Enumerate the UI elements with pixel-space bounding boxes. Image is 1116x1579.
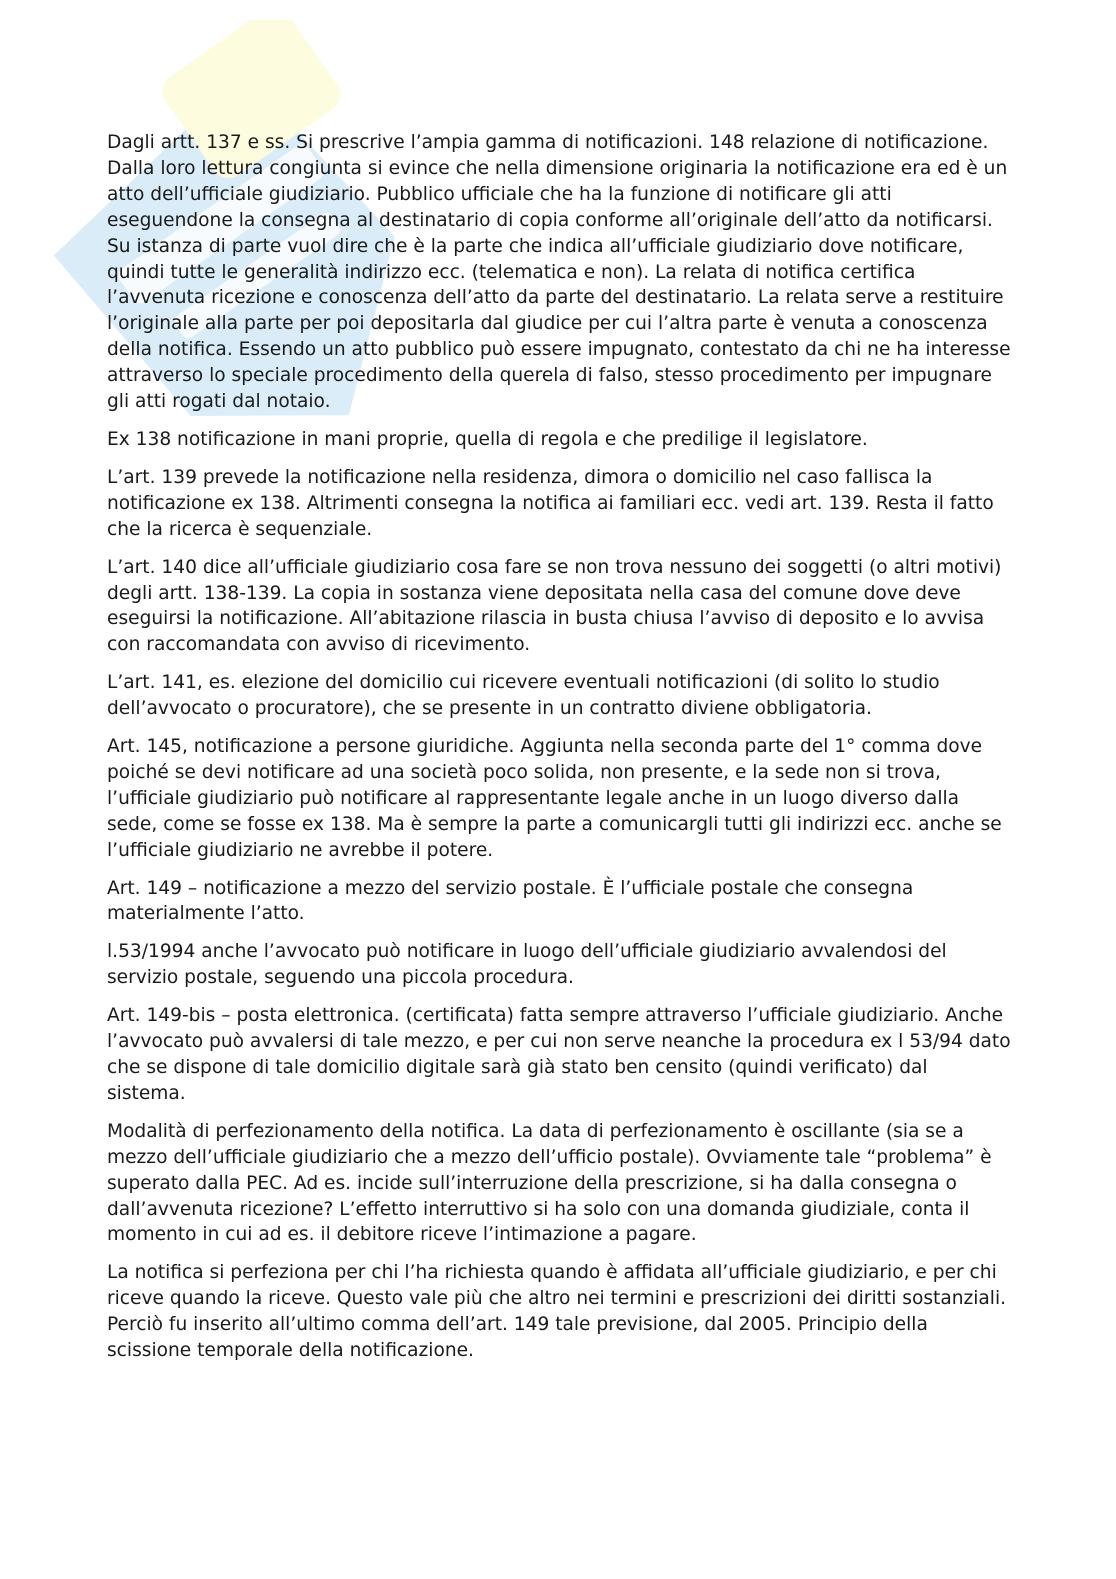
paragraph-art-138: Ex 138 notificazione in mani proprie, quella di regola e che predilige il legislatore. [107, 428, 868, 450]
paragraph-law-53-1994: l.53/1994 anche l’avvocato può notificare in luogo dell’ufficiale giudiziario avvalendosi del servizio postale, seguendo una piccola procedura. [107, 941, 947, 989]
paragraph-art-149: Art. 149 – notificazione a mezzo del servizio postale. È l’ufficiale postale che consegna materialmente l’atto. [107, 877, 914, 925]
document-body [107, 130, 1012, 1376]
paragraph-notifications-intro: Dagli artt. 137 e ss. Si prescrive l’ampia gamma di notificazioni. 148 relazione di notificazione. Dalla loro lettura congiunta si evince che nella dimensione originaria la notificazione era ed è un atto dell’ufficiale giudiziario. Pubblico ufficiale che ha la funzione di notificare gli atti eseguendone la consegna al destinatario di copia conforme all’originale dell’atto da notificarsi. Su istanza di parte vuol dire che è la parte che indica all’ufficiale giudiziario dove notificare, quindi tutte le generalità indirizzo ecc. (telematica e non). La relata di notifica certifica l’avvenuta ricezione e conoscenza dell’atto da parte del destinatario. La relata serve a restituire l’originale alla parte per poi depositarla dal giudice per cui l’altra parte è venuta a conoscenza della notifica. Essendo un atto pubblico può essere impugnato, contestato da chi ne ha interesse attraverso lo speciale procedimento della querela di falso, stesso procedimento per impugnare gli atti rogati dal notaio. [107, 132, 1011, 413]
paragraph-art-140: L’art. 140 dice all’ufficiale giudiziario cosa fare se non trova nessuno dei soggetti (o altri motivi) degli artt. 138-139. La copia in sostanza viene depositata nella casa del comune dove deve eseguirsi la notificazione. All’abitazione rilascia in busta chiusa l’avviso di deposito e lo avvisa con raccomandata con avviso di ricevimento. [107, 556, 1002, 656]
paragraph-art-139: L’art. 139 prevede la notificazione nella residenza, dimora o domicilio nel caso fallisca la notificazione ex 138. Altrimenti consegna la notifica ai familiari ecc. vedi art. 139. Resta il fatto che la ricerca è sequenziale. [107, 466, 994, 540]
paragraph-scissione-temporale: La notifica si perfeziona per chi l’ha richiesta quando è affidata all’ufficiale giudiziario, e per chi riceve quando la riceve. Questo vale più che altro nei termini e prescrizioni dei diritti sostanziali. Perciò fu inserito all’ultimo comma dell’art. 149 tale previsione, dal 2005. Principio della scissione temporale della notificazione. [107, 1262, 1007, 1362]
paragraph-art-149-bis: Art. 149-bis – posta elettronica. (certificata) fatta sempre attraverso l’ufficiale giudiziario. Anche l’avvocato può avvalersi di tale mezzo, e per cui non serve neanche la procedura ex l 53/94 dato che se dispone di tale domicilio digitale sarà già stato ben censito (quindi verificato) dal sistema. [107, 1005, 1011, 1104]
paragraph-perfezionamento: Modalità di perfezionamento della notifica. La data di perfezionamento è oscillante (sia se a mezzo dell’ufficiale giudiziario che a mezzo dell’ufficio postale). Ovviamente tale “problema” è superato dalla PEC. Ad es. incide sull’interruzione della prescrizione, si ha dalla consegna o dall’avvenuta ricezione? L’effetto interruttivo si ha solo con una domanda giudiziale, conta il momento in cui ad es. il debitore riceve l’intimazione a pagare. [107, 1120, 992, 1246]
paragraph-art-141: L’art. 141, es. elezione del domicilio cui ricevere eventuali notificazioni (di solito lo studio dell’avvocato o procuratore), che se presente in un contratto diviene obbligatoria. [107, 672, 940, 720]
paragraph-art-145: Art. 145, notificazione a persone giuridiche. Aggiunta nella seconda parte del 1° comma dove poiché se devi notificare ad una società poco solida, non presente, e la sede non si trova, l’ufficiale giudiziario può notificare al rappresentante legale anche in un luogo diverso dalla sede, come se fosse ex 138. Ma è sempre la parte a comunicargli tutti gli indirizzi ecc. anche se l’ufficiale giudiziario ne avrebbe il potere. [107, 736, 1002, 861]
